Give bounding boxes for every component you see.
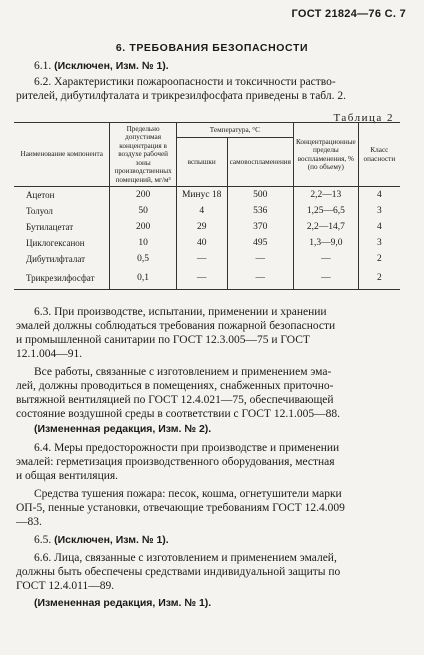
cell-autoign: — — [227, 251, 293, 267]
cell-conc: 0,1 — [110, 267, 176, 290]
header-flash: вспышки — [176, 138, 227, 187]
header-temperature: Температура, °С — [176, 123, 293, 138]
paragraph-number: 6.1. — [34, 60, 52, 72]
cell-name: Толуол — [26, 206, 53, 216]
cell-conc: 200 — [110, 187, 176, 204]
cell-name: Циклогексанон — [26, 238, 85, 248]
header-class: Класс опасности — [358, 123, 400, 187]
paragraph-6-3-line: и промышленной санитарии по ГОСТ 12.3.005—75 и ГОСТ — [16, 334, 310, 346]
header-limits: Концентрационные пределы воспламенения, % (по объему) — [293, 123, 358, 187]
cell-conc: 10 — [110, 235, 176, 251]
paragraph-6-4b-line: ОП-5, пенные установки, отвечающие требованиям ГОСТ 12.4.009 — [16, 502, 345, 514]
paragraph-6-4b-line: Средства тушения пожара: песок, кошма, огнетушители марки — [34, 488, 342, 500]
paragraph-6-6-line: ГОСТ 12.4.011—89. — [16, 580, 115, 592]
cell-limits: 2,2—14,7 — [293, 219, 358, 235]
cell-conc: 0,5 — [110, 251, 176, 267]
cell-class: 2 — [358, 267, 400, 290]
table-row — [14, 219, 400, 235]
paragraph-6-4-line: эмалей: герметизация производственного оборудования, местная — [16, 456, 335, 468]
cell-limits: — — [293, 267, 358, 290]
cell-autoign: 495 — [227, 235, 293, 251]
cell-flash: — — [176, 267, 227, 290]
paragraph-6-3-line: 12.1.004—91. — [16, 348, 83, 360]
cell-autoign: 536 — [227, 203, 293, 219]
cell-flash: 29 — [176, 219, 227, 235]
cell-class: 2 — [358, 251, 400, 267]
cell-limits: 1,25—6,5 — [293, 203, 358, 219]
cell-limits: 2,2—13 — [293, 187, 358, 204]
table-row — [14, 187, 400, 204]
cell-autoign: 500 — [227, 187, 293, 204]
cell-flash: — — [176, 251, 227, 267]
cell-conc: 50 — [110, 203, 176, 219]
cell-flash: 4 — [176, 203, 227, 219]
paragraph-text: (Исключен, Изм. № 1). — [54, 534, 169, 546]
amendment-note: (Измененная редакция, Изм. № 1). — [34, 597, 212, 609]
table-row — [14, 267, 400, 290]
cell-name: Бутилацетат — [26, 222, 74, 232]
paragraph-6-3-line: 6.3. При производстве, испытании, применении и хранении — [34, 306, 327, 318]
header-component: Наименование компонента — [14, 123, 110, 187]
cell-class: 4 — [358, 219, 400, 235]
table-row — [14, 203, 400, 219]
cell-autoign: 370 — [227, 219, 293, 235]
paragraph-6-5 — [34, 534, 169, 547]
table-caption: Таблица 2 — [333, 112, 394, 124]
amendment-note: (Измененная редакция, Изм. № 2). — [34, 423, 212, 435]
cell-conc: 200 — [110, 219, 176, 235]
paragraph-text: (Исключен, Изм. № 1). — [54, 60, 169, 72]
section-title: 6. ТРЕБОВАНИЯ БЕЗОПАСНОСТИ — [115, 42, 309, 54]
cell-class: 3 — [358, 203, 400, 219]
cell-limits: — — [293, 251, 358, 267]
header-autoignition: самовоспламенения — [227, 138, 293, 187]
cell-name: Ацетон — [26, 190, 55, 200]
cell-flash: Минус 18 — [176, 187, 227, 204]
paragraph-6-4b-line: —83. — [16, 516, 42, 528]
table-row — [14, 235, 400, 251]
paragraph-6-2-line: рителей, дибутилфталата и трикрезилфосфата приведены в табл. 2. — [16, 90, 346, 102]
paragraph-6-1 — [34, 60, 169, 73]
cell-class: 4 — [358, 187, 400, 204]
cell-autoign: — — [227, 267, 293, 290]
paragraph-6-3b-line: состояние воздушной среды в соответствии с ГОСТ 12.1.005—88. — [16, 408, 340, 420]
paragraph-6-2-line: 6.2. Характеристики пожароопасности и токсичности раство- — [34, 76, 336, 88]
paragraph-6-4-line: и общая вентиляция. — [16, 470, 119, 482]
paragraph-6-6-line: должны быть обеспечены средствами индивидуальной защиты по — [16, 566, 341, 578]
cell-name: Дибутилфталат — [26, 254, 86, 264]
header-concentration: Предельно допустимая концентрация в воздухе рабочей зоны производственных помещений, мг/м³ — [110, 123, 176, 187]
paragraph-6-3-line: эмалей должны соблюдаться требования пожарной безопасности — [16, 320, 336, 332]
cell-name: Трикрезилфосфат — [14, 267, 110, 290]
cell-limits: 1,3—9,0 — [293, 235, 358, 251]
cell-class: 3 — [358, 235, 400, 251]
paragraph-6-3b-line: лей, должны проводиться в помещениях, снабженных приточно- — [16, 380, 334, 392]
page-header: ГОСТ 21824—76 С. 7 — [291, 8, 406, 20]
paragraph-6-3b-line: Все работы, связанные с изготовлением и применением эма- — [34, 366, 332, 378]
cell-flash: 40 — [176, 235, 227, 251]
table-row — [14, 251, 400, 267]
data-table — [14, 122, 400, 290]
paragraph-6-3b-line: вытяжной вентиляцией по ГОСТ 12.4.021—75, обеспечивающей — [16, 394, 334, 406]
paragraph-6-4-line: 6.4. Меры предосторожности при производстве и применении — [34, 442, 340, 454]
paragraph-6-6-line: 6.6. Лица, связанные с изготовлением и применением эмалей, — [34, 552, 337, 564]
paragraph-number: 6.5. — [34, 534, 52, 546]
